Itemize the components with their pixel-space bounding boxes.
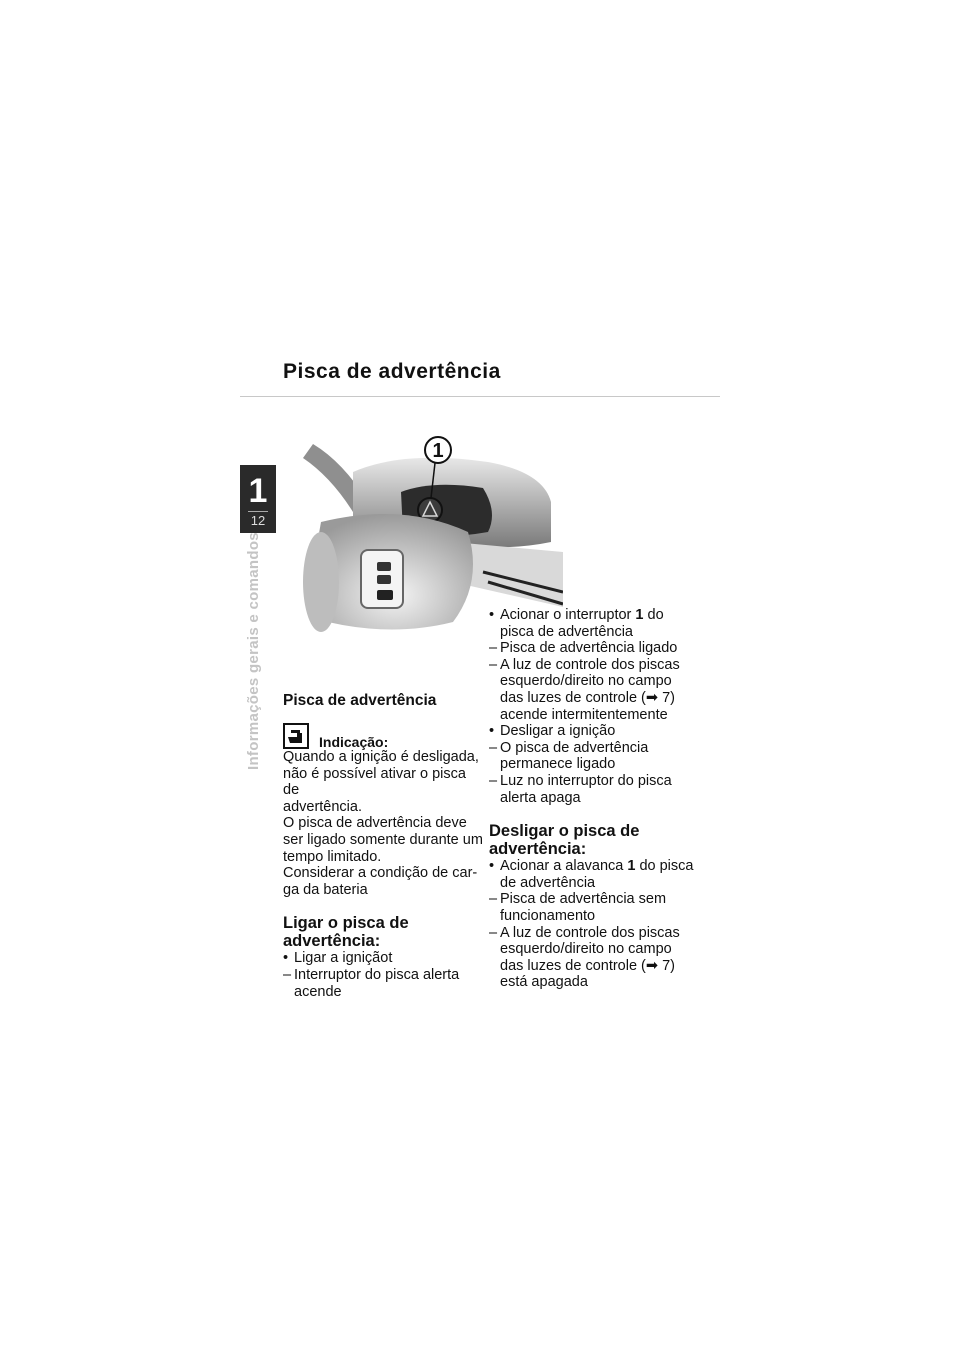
bullet-marker: •: [489, 723, 495, 740]
list-item: [489, 640, 704, 657]
bullet-marker: •: [283, 950, 289, 967]
page-title: Pisca de advertência: [283, 360, 501, 383]
heading-ligar-line1: Ligar o pisca de: [283, 914, 409, 933]
list-item-text: acende: [294, 983, 342, 1000]
chapter-number: 1: [248, 472, 268, 510]
list-item-text: de advertência: [500, 874, 596, 891]
list-item-text: Desligar a ignição: [500, 723, 616, 740]
list-item: [489, 891, 704, 924]
dash-marker: –: [489, 891, 498, 908]
list-item-text: A luz de controle dos piscas: [500, 924, 680, 941]
list-item: [489, 607, 704, 640]
note-line: Quando a ignição é desligada,: [283, 749, 479, 765]
dash-marker: –: [489, 924, 498, 941]
note-line: não é possível ativar o pisca de: [283, 765, 466, 799]
list-item-text: Interruptor do pisca alerta: [294, 966, 460, 983]
list-item-text: pisca de advertência: [500, 623, 633, 640]
list-item-text: A luz de controle dos piscas: [500, 656, 680, 673]
heading-desligar-line2: advertência:: [489, 839, 587, 858]
dash-marker: –: [489, 640, 498, 657]
chapter-tab: [240, 465, 276, 533]
dash-marker: –: [489, 772, 498, 789]
note-hand-icon: [283, 723, 309, 749]
dash-marker: –: [489, 656, 498, 673]
list-item: [283, 967, 483, 1000]
list-item-text: está apagada: [500, 974, 588, 991]
note-line: ga da bateria: [283, 881, 368, 898]
list-item-text: do: [643, 607, 664, 623]
list-item-text: permanece ligado: [500, 756, 616, 773]
note-line: Considerar a condição de car-: [283, 865, 478, 882]
note-line: O pisca de advertência deve: [283, 815, 467, 832]
list-item: [489, 740, 704, 773]
list-item-text: acende intermitentemente: [500, 706, 668, 723]
list-item: [283, 950, 483, 967]
chapter-divider: [248, 511, 268, 512]
bullet-marker: •: [489, 607, 495, 623]
heading-ligar-line2: advertência:: [283, 931, 381, 950]
list-item-text: Luz no interruptor do pisca: [500, 772, 672, 789]
chapter-side-label: Informações gerais e comandos: [245, 532, 262, 770]
dash-marker: –: [489, 739, 498, 756]
list-item-text: O pisca de advertência: [500, 739, 649, 756]
bullet-marker: •: [489, 858, 495, 875]
list-item-text: esquerdo/direito no campo: [500, 673, 672, 690]
list-item: [489, 858, 704, 891]
title-divider: [240, 396, 720, 397]
list-item: [489, 657, 704, 723]
left-column: [283, 692, 483, 1000]
list-item: [489, 773, 704, 806]
list-item-text: Ligar a igniçãot: [294, 950, 393, 967]
page-number: 12: [250, 513, 266, 528]
list-item-text: do pisca: [635, 858, 694, 875]
list-item: [489, 723, 704, 740]
figure-callout-1: 1: [432, 440, 444, 462]
callout-reference: 1: [627, 858, 636, 875]
list-item-text: Pisca de advertência sem: [500, 891, 667, 908]
note-block: [283, 723, 483, 749]
list-item-text: das luzes de controle (➡ 7): [500, 689, 675, 706]
right-column: [489, 607, 704, 991]
list-item-text: alerta apaga: [500, 789, 581, 806]
list-item: [489, 925, 704, 991]
list-item-text: Acionar a alavanca: [500, 858, 628, 875]
note-line: tempo limitado.: [283, 848, 382, 865]
section-heading: Pisca de advertência: [283, 692, 437, 709]
list-item-text: esquerdo/direito no campo: [500, 941, 672, 958]
dash-marker: –: [283, 966, 292, 983]
callout-reference: 1: [635, 607, 644, 623]
list-item-text: funcionamento: [500, 907, 596, 924]
note-line: ser ligado somente durante um: [283, 831, 483, 848]
list-item-text: das luzes de controle (➡ 7): [500, 957, 675, 974]
note-label: Indicação:: [319, 734, 389, 750]
list-item-text: Acionar o interruptor: [500, 607, 636, 623]
heading-desligar-line1: Desligar o pisca de: [489, 822, 640, 841]
list-item-text: Pisca de advertência ligado: [500, 640, 678, 657]
note-line: advertência.: [283, 798, 362, 815]
